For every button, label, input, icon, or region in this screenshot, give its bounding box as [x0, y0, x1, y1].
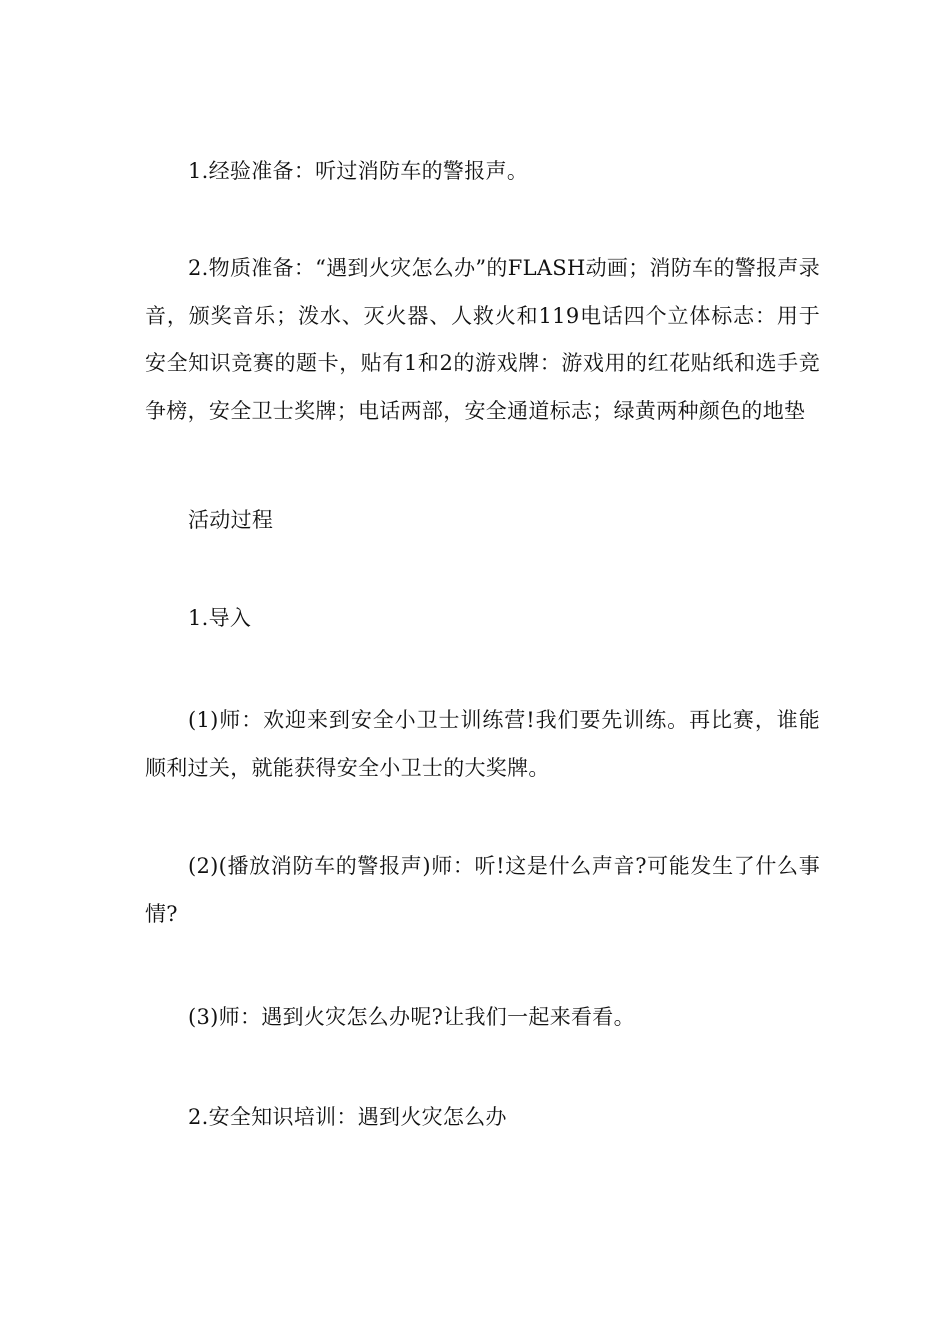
section-heading-activity-process: 活动过程 — [188, 508, 274, 532]
paragraph-material-prep: 2.物质准备：“遇到火灾怎么办”的FLASH动画；消防车的警报声录音，颁奖音乐；泼水、灭火器、人救火和119电话四个立体标志：用于安全知识竞赛的题卡，贴有1和2的游戏牌：游戏用的红花贴纸和选手竞争榜，安全卫士奖牌；电话两部，安全通道标志；绿黄两种颜色的地垫 — [145, 256, 820, 423]
paragraph-safety-training-heading: 2.安全知识培训：遇到火灾怎么办 — [188, 1105, 507, 1129]
paragraph-intro-heading: 1.导入 — [188, 606, 252, 630]
paragraph-intro-step-3: (3)师：遇到火灾怎么办呢?让我们一起来看看。 — [188, 1005, 635, 1029]
paragraph-intro-step-2: (2)(播放消防车的警报声)师：听!这是什么声音?可能发生了什么事情? — [145, 854, 820, 926]
paragraph-intro-step-1: (1)师：欢迎来到安全小卫士训练营!我们要先训练。再比赛，谁能顺利过关，就能获得安全小卫士的大奖牌。 — [145, 708, 820, 780]
paragraph-experience-prep: 1.经验准备：听过消防车的警报声。 — [188, 159, 529, 183]
